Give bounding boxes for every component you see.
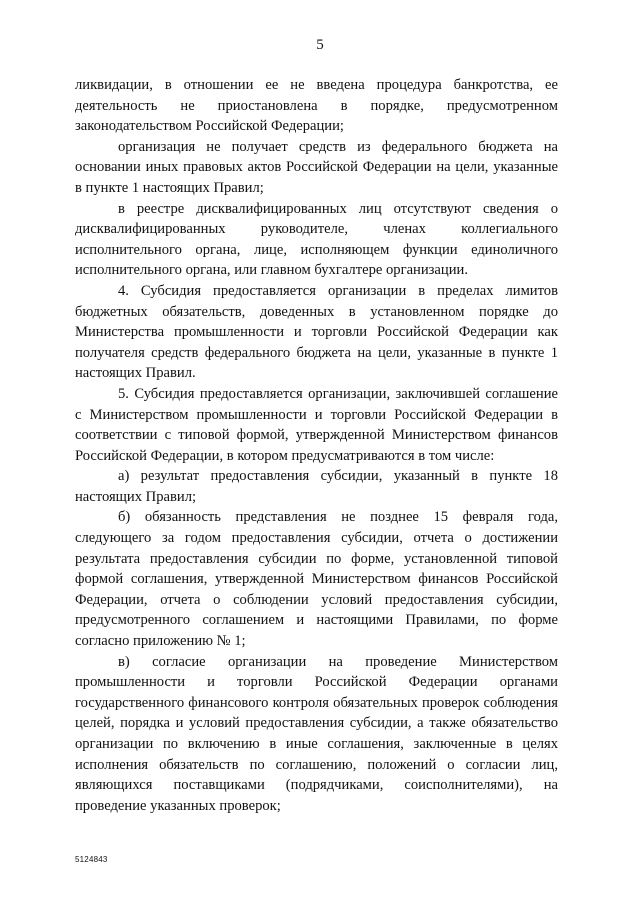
paragraph-clause-5: 5. Субсидия предоставляется организации, заключившей соглашение с Министерством промышленности и торговли Российской Федерации в соответствии с типовой формой, утвержденной Министерством финансов Российской Федерации, в котором предусматриваются в том числе: [75,385,558,464]
paragraph-no-federal-funds: организация не получает средств из федерального бюджета на основании иных правовых актов Российской Федерации на цели, указанные в пункте 1 настоящих Правил; [75,138,558,196]
document-body [75,75,558,816]
document-code: 5124843 [75,855,108,864]
page-number: 5 [316,37,324,53]
paragraph-clause-4: 4. Субсидия предоставляется организации в пределах лимитов бюджетных обязательств, доведенных в установленном порядке до Министерства промышленности и торговли Российской Федерации как получателя средств федерального бюджета на цели, указанные в пункте 1 настоящих Правил. [75,282,558,382]
paragraph-subclause-a: а) результат предоставления субсидии, указанный в пункте 18 настоящих Правил; [75,468,558,505]
paragraph-continuation: ликвидации, в отношении ее не введена процедура банкротства, ее деятельность не приостановлена в порядке, предусмотренном законодательством Российской Федерации; [75,77,558,135]
paragraph-subclause-v: в) согласие организации на проведение Министерством промышленности и торговли Российской Федерации органами государственного финансового контроля обязательных проверок соблюдения целей, порядка и условий предоставления субсидии, а также обязательство организации по включению в иные соглашения, заключенные в целях исполнения обязательств по соглашению, положений о согласии лиц, являющихся поставщиками (подрядчиками, соисполнителями), на проведение указанных проверок; [75,653,558,814]
paragraph-disqualified-registry: в реестре дисквалифицированных лиц отсутствуют сведения о дисквалифицированных руководителе, членах коллегиального исполнительного органа, лице, исполняющем функции единоличного исполнительного органа, или главном бухгалтере организации. [75,200,558,279]
paragraph-subclause-b: б) обязанность представления не позднее 15 февраля года, следующего за годом предоставления субсидии, отчета о достижении результата предоставления субсидии по форме, установленной типовой формой соглашения, утвержденной Министерством финансов Российской Федерации, отчета о соблюдении условий предоставления субсидии, предусмотренного соглашением и настоящими Правилами, по форме согласно приложению № 1; [75,509,558,650]
